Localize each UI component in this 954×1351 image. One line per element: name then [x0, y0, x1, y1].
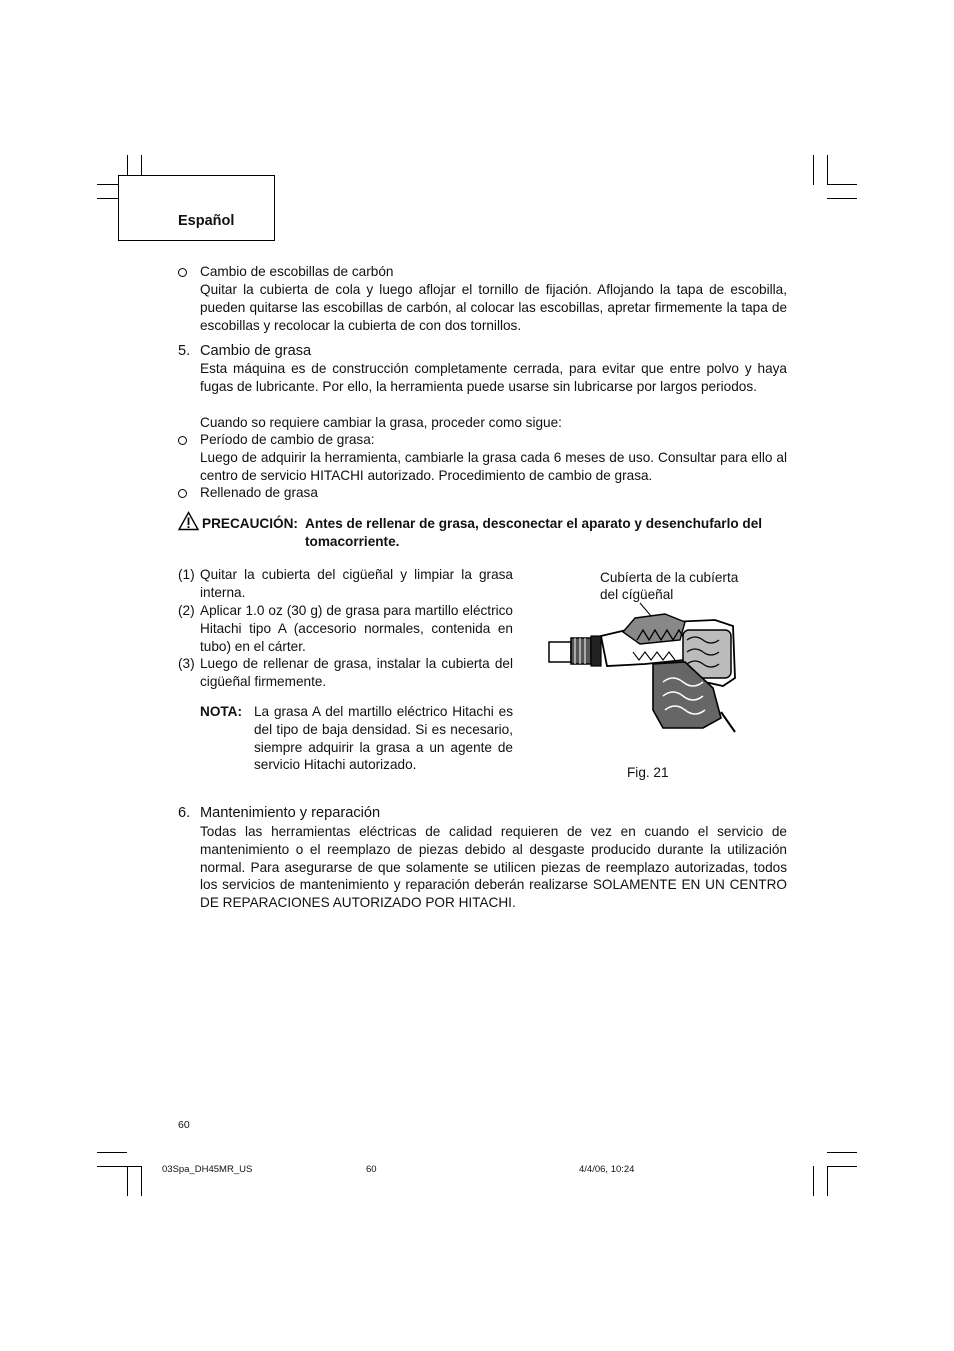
- bullet-circle-icon: [178, 489, 187, 498]
- crop-mark: [813, 155, 814, 185]
- caution-text-2: tomacorriente.: [305, 534, 400, 549]
- caution-text: Antes de rellenar de grasa, desconectar el aparato y desenchufarlo del: [305, 516, 763, 531]
- section6-title: Mantenimiento y reparación: [200, 805, 381, 821]
- section5-intro: Esta máquina es de construcción completamente cerrada, para evitar que entre polvo y haya fugas de lubricante. Por ello, la herramienta puede usarse sin lubricarse por largos periodos.: [200, 361, 787, 394]
- refill-title: Rellenado de grasa: [200, 485, 318, 500]
- crop-mark: [813, 1166, 814, 1196]
- caution-label: PRECAUCIÓN:: [202, 516, 298, 531]
- section5-title: Cambio de grasa: [200, 343, 312, 359]
- crop-mark: [141, 1166, 142, 1196]
- crop-mark: [97, 1152, 127, 1153]
- crop-mark: [827, 155, 828, 185]
- step-text: Quitar la cubierta del cigüeñal y limpiar la grasa interna.: [200, 567, 513, 600]
- footer-file-page: 60: [366, 1164, 377, 1175]
- language-tab: [118, 175, 275, 241]
- warning-triangle-icon: [178, 511, 199, 531]
- figure-callout-line2: del cígüeñal: [600, 587, 674, 602]
- figure-caption: Fig. 21: [627, 765, 669, 780]
- step-text: Luego de rellenar de grasa, instalar la cubierta del cigüeñal firmemente.: [200, 656, 513, 689]
- crop-mark: [827, 184, 857, 185]
- bullet-circle-icon: [178, 436, 187, 445]
- crop-mark: [827, 1152, 857, 1153]
- period-text: Luego de adquirir la herramienta, cambiarle la grasa cada 6 meses de uso. Consultar para ello al centro de servicio HITACHI autorizado. Procedimiento de cambio de grasa.: [200, 450, 787, 483]
- section6-text: Todas las herramientas eléctricas de calidad requieren de vez en cuando el servicio de mantenimiento o el reemplazo de piezas debido al desgaste producido durante la utilización normal. Para asegurarse de que solamente se utilicen piezas de reemplazo autorizadas, todos los servicios de mantenimiento y reparación deberán realizarse SOLAMENTE EN UN CENTRO DE REPARACIONES AUTORIZADO POR HITACHI.: [200, 824, 787, 911]
- footer-timestamp: 4/4/06, 10:24: [579, 1164, 635, 1175]
- crop-mark: [97, 1166, 142, 1167]
- section5-number: 5.: [178, 343, 191, 359]
- rotary-hammer-illustration: [545, 600, 745, 735]
- period-title: Período de cambio de grasa:: [200, 432, 375, 447]
- section6-number: 6.: [178, 805, 191, 821]
- crop-mark: [827, 198, 857, 199]
- carbon-text: Quitar la cubierta de cola y luego aflojar el tornillo de fijación. Aflojando la tapa de escobilla, pueden quitarse las escobillas de carbón, al colocar las escobillas, apretar firmemente la tapa de escobillas y recolocar la cubierta de con dos tornillos.: [200, 282, 787, 333]
- crop-mark: [827, 1166, 828, 1196]
- note-text: La grasa A del martillo eléctrico Hitachi es del tipo de baja densidad. Si es necesario, siempre adquirir la grasa a un agente de servicio Hitachi autorizado.: [254, 704, 513, 773]
- step-text: Aplicar 1.0 oz (30 g) de grasa para martillo eléctrico Hitachi tipo A (accesorio normales, contenida en tubo) en el cárter.: [200, 603, 513, 654]
- page-number: 60: [178, 1119, 190, 1131]
- figure-callout-line1: Cubíerta de la cubíerta: [600, 570, 739, 585]
- section5-intro2: Cuando so requiere cambiar la grasa, proceder como sigue:: [200, 415, 562, 430]
- footer-file-name: 03Spa_DH45MR_US: [162, 1164, 253, 1175]
- crop-mark: [827, 1166, 857, 1167]
- step-number: (1): [178, 567, 195, 582]
- step-number: (2): [178, 603, 195, 618]
- note-label: NOTA:: [200, 704, 243, 719]
- language-label: Español: [178, 213, 235, 229]
- step-number: (3): [178, 656, 195, 671]
- carbon-title: Cambio de escobillas de carbón: [200, 264, 394, 279]
- bullet-circle-icon: [178, 268, 187, 277]
- crop-mark: [127, 1166, 128, 1196]
